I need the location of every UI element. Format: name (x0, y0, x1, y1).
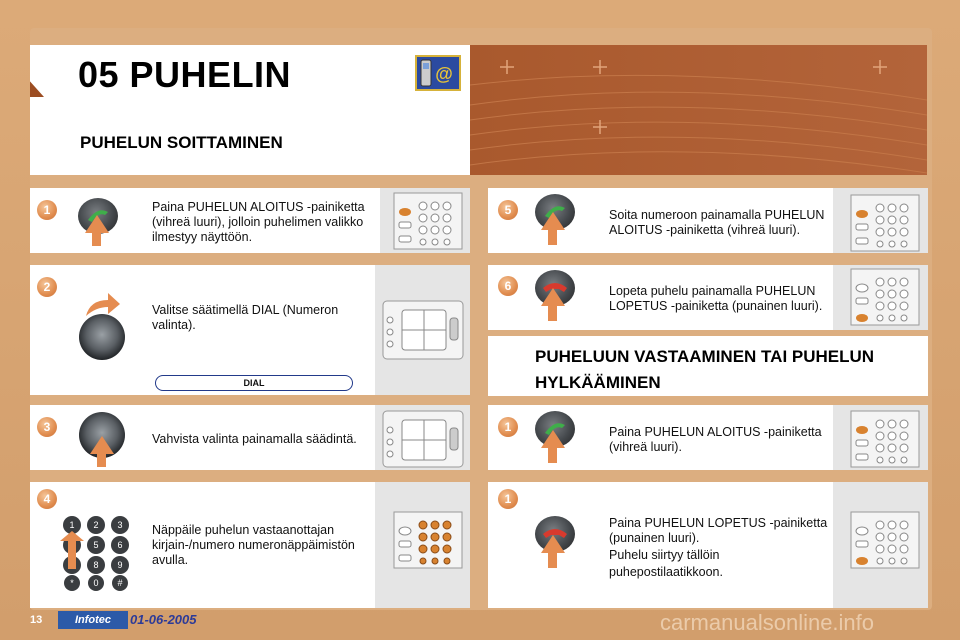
arrow-up-icon (85, 215, 109, 233)
arrow-stem (548, 229, 557, 245)
keypad-diagram-icon (850, 511, 920, 569)
svg-text:0: 0 (93, 578, 99, 588)
svg-text:1: 1 (69, 520, 75, 530)
phone-at-icon (415, 55, 461, 91)
step-badge: 6 (498, 276, 518, 296)
step-text-6: Lopeta puhelu painamalla PUHELUN LOPETUS -painiketta (punainen luuri). (609, 284, 823, 313)
numeric-keypad-icon (60, 513, 132, 593)
arrow-up-icon (541, 212, 565, 230)
step-badge: 2 (37, 277, 57, 297)
step-text-4: Näppäile puhelun vastaanottajan kirjain-/numero numeronäppäimistön avulla. (152, 523, 355, 567)
svg-text:8: 8 (93, 560, 99, 570)
page-title: 05 PUHELIN (78, 54, 292, 95)
infotec-logo: Infotec (58, 611, 128, 629)
step-badge: 3 (37, 417, 57, 437)
keypad-diagram-icon (850, 268, 920, 326)
watermark: carmanualsonline.info (660, 610, 875, 635)
arrow-up-icon (541, 430, 565, 448)
svg-text:5: 5 (93, 540, 99, 550)
arrow-up-icon (541, 535, 565, 553)
svg-text:3: 3 (117, 520, 123, 530)
step-badge: 5 (498, 200, 518, 220)
arrow-stem (97, 453, 106, 467)
answer-text-1: Paina PUHELUN ALOITUS -painiketta (vihreä luuri). (609, 425, 822, 454)
footer-date: 01-06-2005 (130, 612, 197, 627)
step-text-3: Vahvista valinta painamalla säädintä. (152, 432, 357, 446)
step-badge: 4 (37, 489, 57, 509)
arrow-stem (548, 447, 557, 463)
svg-text:6: 6 (117, 540, 123, 550)
keypad-diagram-icon (850, 410, 920, 468)
arrow-up-icon (90, 436, 114, 454)
radio-panel-diagram-icon (382, 300, 464, 360)
keypad-diagram-icon (393, 511, 463, 569)
step-badge: 1 (498, 417, 518, 437)
keypad-diagram-icon (393, 192, 463, 250)
keypad-diagram-icon (850, 194, 920, 252)
step-text-2: Valitse säätimellä DIAL (Numeron valinta). (152, 303, 339, 332)
svg-text:@: @ (435, 64, 453, 84)
svg-text:*: * (70, 578, 74, 588)
arrow-up-icon (541, 288, 565, 306)
svg-text:#: # (117, 578, 123, 588)
step-badge: 1 (37, 200, 57, 220)
radio-panel-diagram-icon (382, 410, 464, 468)
arrow-stem (92, 232, 101, 246)
page-number: 13 (30, 614, 43, 626)
svg-text:9: 9 (117, 560, 123, 570)
svg-text:2: 2 (93, 520, 99, 530)
arrow-stem (548, 552, 557, 568)
step-badge: 1 (498, 489, 518, 509)
answer-text-2: Paina PUHELUN LOPETUS -painiketta (punainen luuri). Puhelu siirtyy tällöin puhepostilaatikkoon. (609, 516, 828, 579)
section-title-answer: PUHELUUN VASTAAMINEN TAI PUHELUN HYLKÄÄMINEN (535, 347, 875, 392)
arrow-stem (548, 305, 557, 321)
dial-label: DIAL (155, 375, 353, 391)
step-text-5: Soita numeroon painamalla PUHELUN ALOITUS -painiketta (vihreä luuri). (609, 208, 825, 237)
section-title-calling: PUHELUN SOITTAMINEN (80, 133, 283, 152)
step-text-1: Paina PUHELUN ALOITUS -painiketta (vihreä luuri), jolloin puhelimen valikko ilmestyy näyttöön. (152, 200, 365, 244)
rotary-knob (79, 314, 125, 360)
